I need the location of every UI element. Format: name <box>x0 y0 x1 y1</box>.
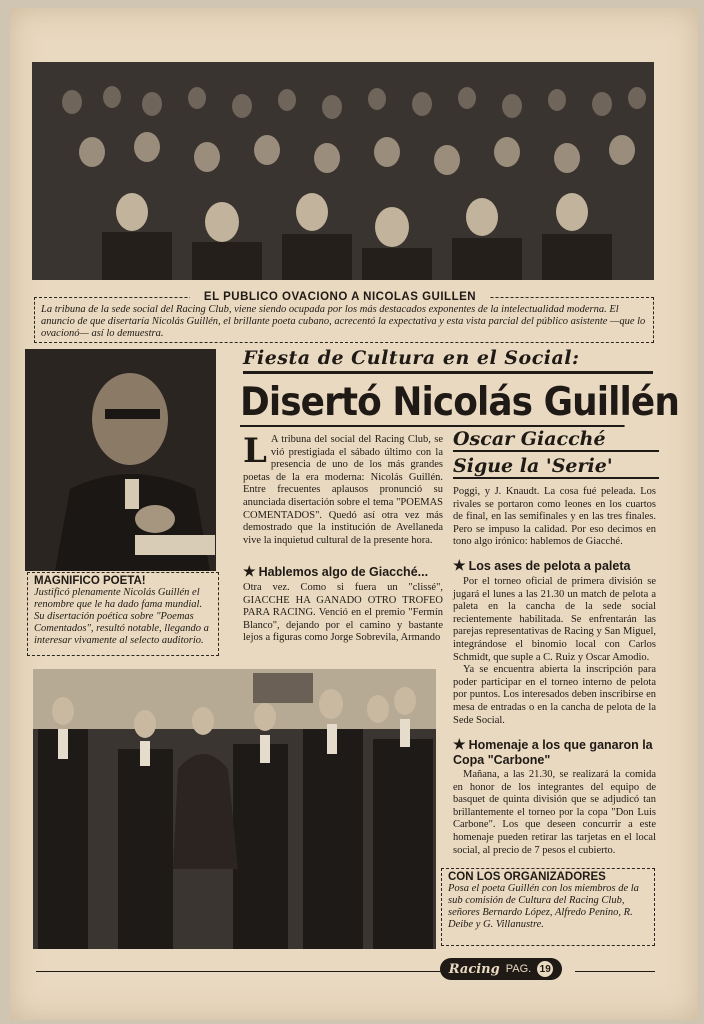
audience-image <box>32 62 654 280</box>
organizers-caption <box>441 868 655 946</box>
dropcap-letter: L <box>243 431 267 471</box>
pelota-paragraph-1: Por el torneo oficial de primera división se jugará el lunes a las 21.30 un match de pelota a paleta en la cancha de la sede social recientemente habilitada. Se enfrentarán las parejas representativas de Racing y San Miguel, integrándose el binomio local con Carlos Schmidt, que suple a C. Ruiz y Oscar Amodio. <box>453 576 656 663</box>
giacche-text: Otra vez. Como si fuera un "clissé", GIACCHE HA GANADO OTRO TROFEO PARA RACING. Venció en el premio "Fermín Blanco", dejando por el camino y bastante lejos a figuras como Jorge Sobrevila, Armando <box>243 582 443 644</box>
footer-rule-right <box>575 971 655 972</box>
audience-caption-text: La tribuna de la sede social del Racing Club, viene siendo ocupada por los más destacados exponentes de la intelectualidad moderna. El anuncio de que disertaría Nicolás Guillén, el brillante poeta cubano, acrecentó la expectativa y esta vista parcial del público asistente —que lo ovacionó— así lo demuestra. <box>41 304 646 339</box>
footer-rule <box>36 971 470 972</box>
article-lead <box>243 431 443 547</box>
organizers-caption-title: CON LOS ORGANIZADORES <box>448 871 606 883</box>
organizers-caption-text: Posa el poeta Guillén con los miembros de la sub comisión de Cultura del Racing Club, señores Bernardo López, Alfredo Penino, R. Deibe y G. Villanustre. <box>448 883 639 930</box>
portrait-caption-text: Justificó plenamente Nicolás Guillén el renombre que le ha dado fama mundial. Su disertación poética sobre "Poemas Comentados", resultó notable, llegando a interesar vivamente al selecto auditorio. <box>34 587 209 646</box>
portrait-caption-title: MAGNIFICO POETA! <box>34 575 146 587</box>
portrait-photo <box>25 349 216 571</box>
portrait-caption <box>27 572 219 656</box>
pelota-heading-text: Los ases de pelota a paleta <box>468 559 631 573</box>
homenaje-text: Mañana, a las 21.30, se realizará la comida en honor de los integrantes del equipo de basquet de quinta división que se adjudicó tan brillantemente el torneo por la copa "Don Luis Carbone". Los que deseen concurrir a este homenaje pueden retirar las tarjetas en el local social, al precio de 7 pesos el cubierto. <box>453 769 656 856</box>
article-lead-text: A tribuna del social del Racing Club, se vió prestigiada el sábado último con la presencia de uno de los más grandes poetas de la era moderna: Nicolás Guillén. Entre frecuentes aplausos pronunció su anunciada disertación sobre el tema "POEMAS COMENTADOS". Quedó así otra vez más demostrado que la institución de Avellaneda vive la inquietud cultural de la presente hora. <box>243 434 443 546</box>
audience-photo <box>32 62 654 280</box>
serie-subhead-2: Sigue la 'Serie' <box>453 455 659 479</box>
giacche-heading <box>243 563 448 580</box>
footer-pag-label: PAG. <box>505 963 532 975</box>
article-kicker: Fiesta de Cultura en el Social: <box>243 347 653 374</box>
serie-text: Poggi, y J. Knaudt. La cosa fué peleada. Los rivales se portaron como leones en los cuartos de final, en las semifinales y en las tres finales. Pero se impuso la calidad. Por eso decimos en tono algo irónico: hablemos de Giacché. <box>453 486 656 548</box>
star-icon: ★ <box>453 736 466 752</box>
giacche-heading-text: Hablemos algo de Giacché... <box>258 565 429 579</box>
guillen-portrait-image <box>25 349 216 571</box>
homenaje-heading-text: Homenaje a los que ganaron la Copa "Carbone" <box>453 738 653 767</box>
article-headline: Disertó Nicolás Guillén <box>240 380 679 425</box>
serie-subhead-1: Oscar Giacché <box>453 428 659 452</box>
audience-caption <box>34 297 654 343</box>
page-footer-badge <box>440 958 562 980</box>
footer-brand: Racing <box>448 961 500 977</box>
pelota-text <box>453 576 656 727</box>
organizers-image <box>33 669 436 949</box>
page-number: 19 <box>537 961 553 977</box>
audience-caption-title: EL PUBLICO OVACIONO A NICOLAS GUILLEN <box>190 291 490 303</box>
star-icon: ★ <box>453 557 466 573</box>
pelota-paragraph-2: Ya se encuentra abierta la inscripción para poder participar en el torneo interno de pelota por puntos. Los interesados deben inscribirse en mesa de entradas o en la cancha de pelota de la Sede Social. <box>453 664 656 726</box>
star-icon: ★ <box>243 563 256 579</box>
homenaje-heading <box>453 737 659 768</box>
pelota-heading <box>453 557 659 574</box>
group-photo <box>33 669 436 949</box>
